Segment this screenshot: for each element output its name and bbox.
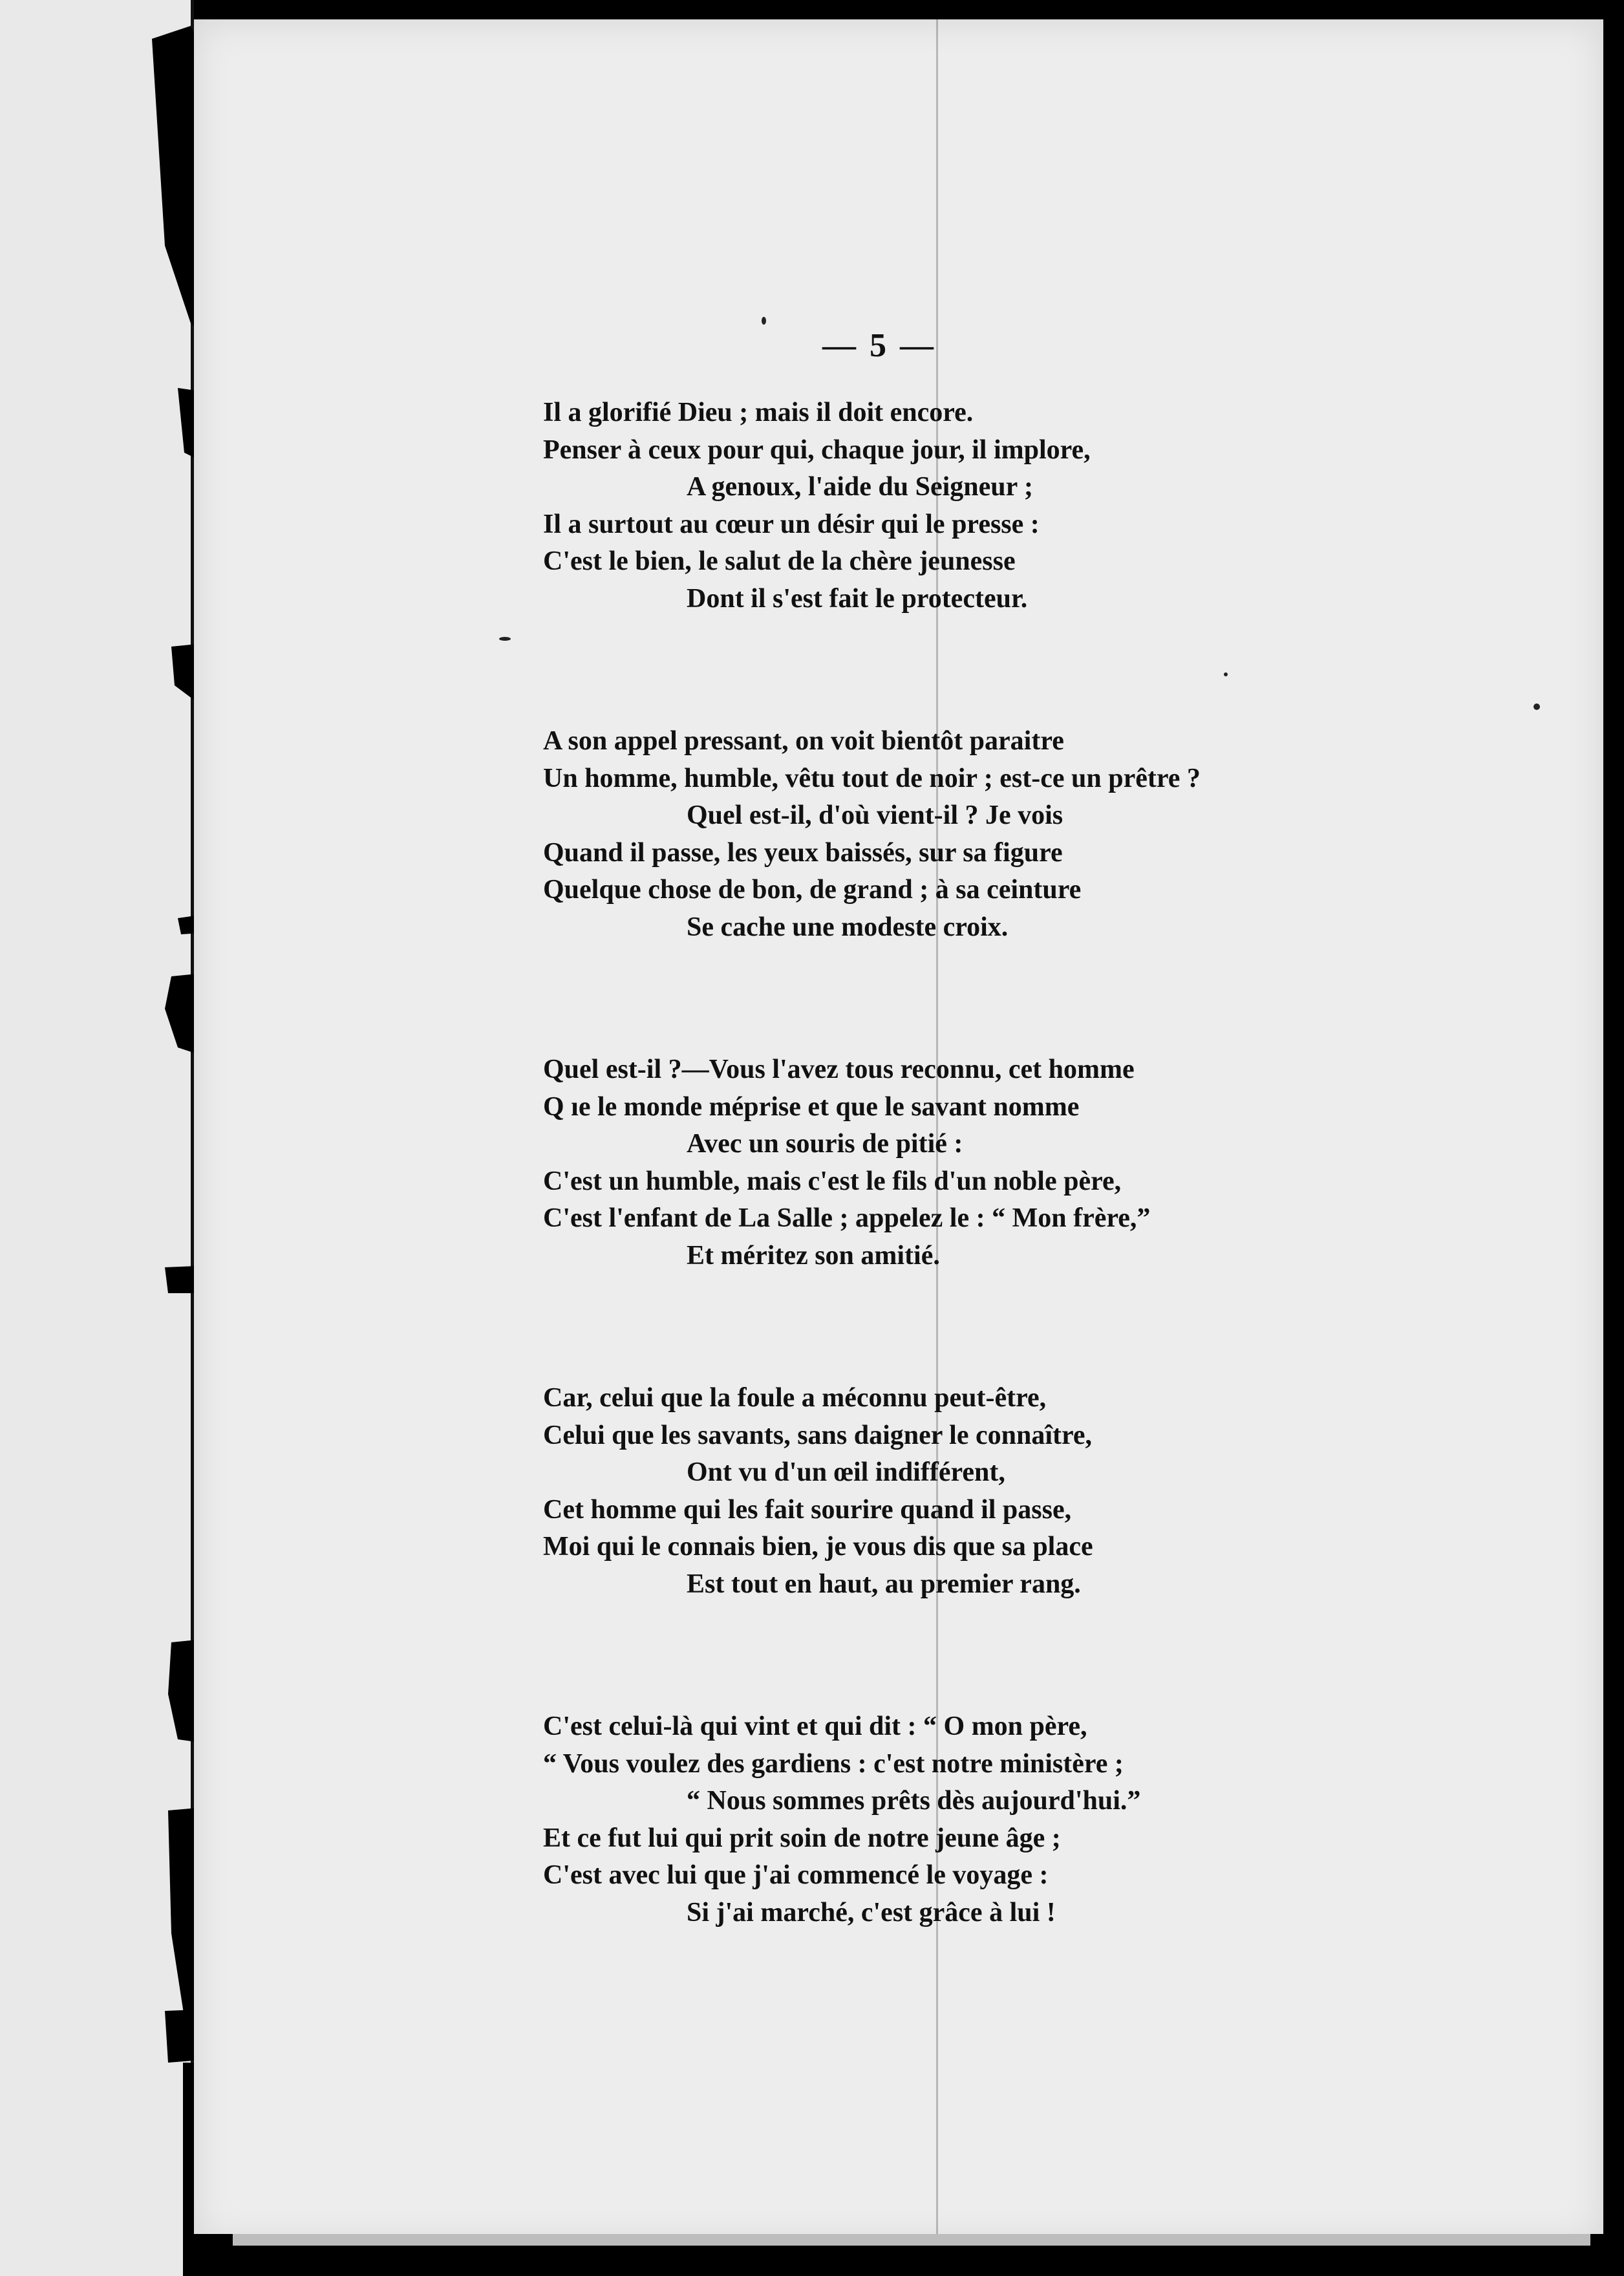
- ink-speck: [1533, 703, 1540, 710]
- scan-right-edge: [1603, 0, 1624, 2276]
- verse-line: Car, celui que la foule a méconnu peut-être,: [543, 1383, 1047, 1413]
- verse-line: C'est l'enfant de La Salle ; appelez le : “ Mon frère,”: [543, 1203, 1151, 1233]
- verse-line: Ont vu d'un œil indifférent,: [687, 1457, 1005, 1487]
- ink-speck: [762, 317, 766, 325]
- verse-line: Il a glorifié Dieu ; mais il doit encore.: [543, 398, 974, 427]
- verse-line: Avec un souris de pitié :: [687, 1129, 963, 1159]
- stanza: [543, 1708, 1384, 1931]
- verse-line: C'est celui-là qui vint et qui dit : “ O mon père,: [543, 1712, 1087, 1741]
- verse-line: C'est un humble, mais c'est le fils d'un noble père,: [543, 1166, 1122, 1196]
- verse-line: Un homme, humble, vêtu tout de noir ; est-ce un prêtre ?: [543, 763, 1201, 793]
- verse-line: Quel est-il ?—Vous l'avez tous reconnu, cet homme: [543, 1055, 1135, 1084]
- verse-line: Et méritez son amitié.: [687, 1240, 940, 1271]
- stanza: [543, 723, 1384, 946]
- poem-body: [543, 394, 1384, 1931]
- page-bottom-lip: [233, 2234, 1590, 2246]
- verse-line: Moi qui le connais bien, je vous dis que sa place: [543, 1532, 1093, 1562]
- verse-line: Et ce fut lui qui prit soin de notre jeune âge ;: [543, 1823, 1061, 1853]
- verse-line: Dont il s'est fait le protecteur.: [687, 583, 1028, 614]
- verse-line: A son appel pressant, on voit bientôt paraitre: [543, 726, 1064, 756]
- verse-line: Cet homme qui les fait sourire quand il passe,: [543, 1494, 1072, 1525]
- verse-line: C'est avec lui que j'ai commencé le voyage :: [543, 1860, 1049, 1890]
- page-number: — 5 —: [822, 327, 936, 364]
- verse-line: “ Nous sommes prêts dès aujourd'hui.”: [687, 1786, 1141, 1816]
- verse-line: Penser à ceux pour qui, chaque jour, il implore,: [543, 435, 1091, 465]
- stanza: [543, 1380, 1384, 1603]
- verse-line: C'est le bien, le salut de la chère jeunesse: [543, 546, 1016, 576]
- scan-bottom-edge: [194, 2234, 1624, 2276]
- verse-line: Est tout en haut, au premier rang.: [687, 1569, 1081, 1599]
- verse-line: Quelque chose de bon, de grand ; à sa ceinture: [543, 875, 1082, 905]
- verse-line: Quel est-il, d'où vient-il ? Je vois: [687, 800, 1063, 830]
- verse-line: Celui que les savants, sans daigner le connaître,: [543, 1420, 1093, 1450]
- verse-line: Il a surtout au cœur un désir qui le presse :: [543, 509, 1040, 539]
- verse-line: Quand il passe, les yeux baissés, sur sa figure: [543, 837, 1063, 868]
- verse-line: “ Vous voulez des gardiens : c'est notre ministère ;: [543, 1748, 1124, 1779]
- ink-speck: [499, 637, 511, 641]
- verse-line: Q ıe le monde méprise et que le savant nomme: [543, 1091, 1080, 1122]
- verse-line: Si j'ai marché, c'est grâce à lui !: [687, 1897, 1056, 1927]
- verse-line: Se cache une modeste croix.: [687, 912, 1009, 942]
- stanza: [543, 394, 1384, 617]
- stanza: [543, 1051, 1384, 1274]
- verse-line: A genoux, l'aide du Seigneur ;: [687, 472, 1033, 502]
